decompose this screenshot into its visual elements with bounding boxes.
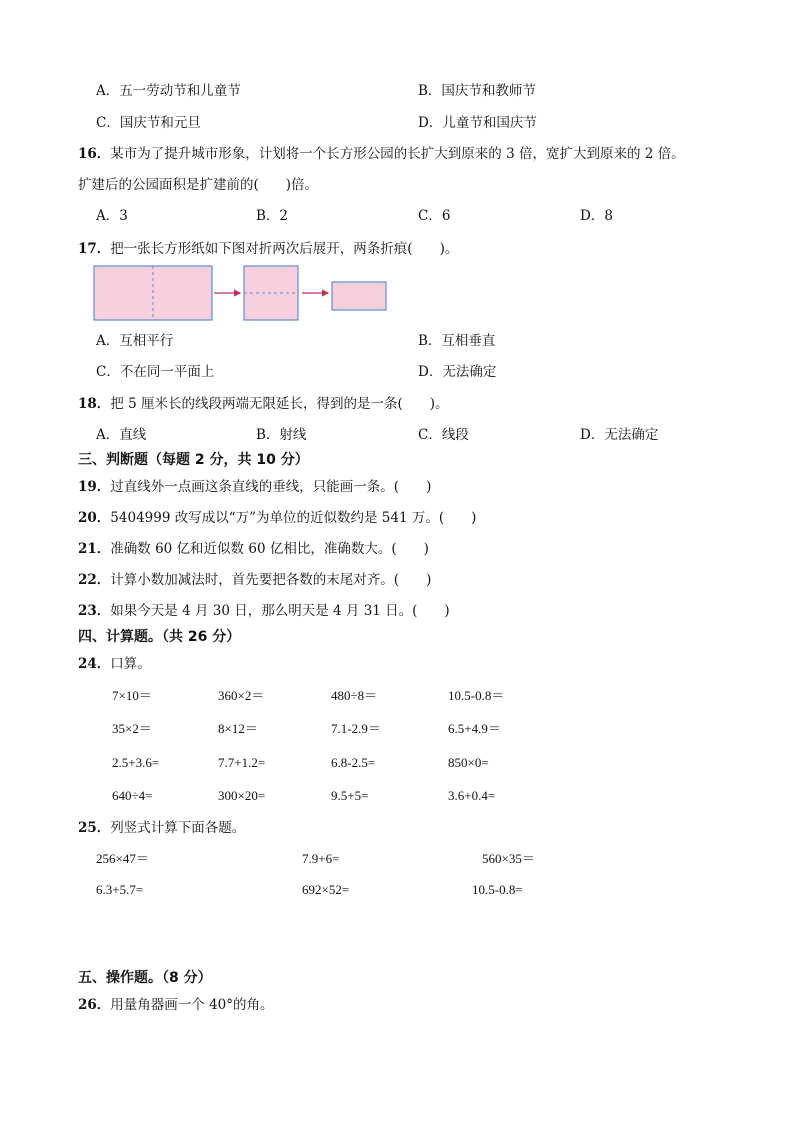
oral-item: 7.1-2.9＝ — [331, 721, 381, 736]
oral-item: 10.5-0.8＝ — [448, 688, 505, 703]
q18-stem — [78, 395, 449, 413]
section-5-heading: 五、操作题。（8 分） — [78, 970, 212, 986]
oral-item: 3.6+0.4= — [448, 788, 496, 803]
q16-stem — [78, 145, 685, 163]
vertical-calc-item: 7.9+6= — [302, 851, 340, 866]
q18-option-d: D．无法确定 — [580, 427, 659, 443]
judge-question-19 — [78, 478, 431, 496]
q16-text-line1: 某市为了提升城市形象，计划将一个长方形公园的长扩大到原来的 3 倍，宽扩大到原来的 2 倍。 — [110, 146, 685, 162]
q26-stem — [78, 996, 274, 1014]
q19-number: 19． — [78, 479, 111, 495]
oral-item: 2.5+3.6= — [112, 755, 160, 770]
q18-option-a: A．直线 — [96, 427, 147, 443]
q18-text: 把 5 厘米长的线段两端无限延长，得到的是一条( )。 — [110, 396, 449, 412]
oral-item: 300×20= — [218, 788, 266, 803]
q21-text: 准确数 60 亿和近似数 60 亿相比，准确数大。( ) — [110, 541, 429, 557]
q17-option-a: A．互相平行 — [96, 333, 174, 349]
q21-number: 21． — [78, 541, 111, 557]
judge-question-23 — [78, 602, 450, 620]
oral-item: 8×12＝ — [218, 721, 258, 736]
q23-number: 23． — [78, 603, 111, 619]
q25-number: 25． — [78, 820, 111, 836]
q22-number: 22． — [78, 572, 111, 588]
q25-text: 列竖式计算下面各题。 — [110, 820, 246, 836]
q24-number: 24． — [78, 656, 111, 672]
q26-text: 用量角器画一个 40°的角。 — [110, 997, 274, 1013]
oral-item: 480÷8＝ — [331, 688, 378, 703]
q24-stem — [78, 655, 151, 673]
vertical-calc-item: 6.3+5.7= — [96, 882, 144, 897]
oral-item: 6.5+4.9＝ — [448, 721, 501, 736]
q17-option-c: C．不在同一平面上 — [96, 364, 215, 380]
q18-number: 18． — [78, 396, 111, 412]
vertical-calc-item: 560×35＝ — [482, 851, 535, 866]
oral-item: 7.7+1.2= — [218, 755, 266, 770]
q17-number: 17． — [78, 241, 111, 257]
q18-option-c: C．线段 — [418, 427, 469, 443]
q24-text: 口算。 — [110, 656, 151, 672]
q17-option-b: B．互相垂直 — [418, 333, 496, 349]
q16-option-d: D．8 — [580, 208, 613, 224]
q25-stem — [78, 819, 245, 837]
oral-item: 35×2＝ — [112, 721, 152, 736]
q15-option-c: C．国庆节和元旦 — [96, 115, 201, 131]
folded-twice-rect — [332, 282, 386, 310]
oral-item: 6.8-2.5= — [331, 755, 376, 770]
q18-option-b: B．射线 — [256, 427, 307, 443]
q17-stem — [78, 240, 458, 258]
q20-text: 5404999 改写成以“万”为单位的近似数约是 541 万。( ) — [110, 510, 477, 526]
oral-item: 7×10＝ — [112, 688, 152, 703]
oral-item: 850×0= — [448, 755, 489, 770]
q16-option-b: B．2 — [256, 208, 289, 224]
q17-text: 把一张长方形纸如下图对折两次后展开，两条折痕( )。 — [110, 241, 459, 257]
judge-question-22 — [78, 571, 431, 589]
q23-text: 如果今天是 4 月 30 日，那么明天是 4 月 31 日。( ) — [110, 603, 450, 619]
section-4-heading: 四、计算题。（共 26 分） — [78, 629, 241, 645]
vertical-calc-item: 10.5-0.8= — [472, 882, 523, 897]
q19-text: 过直线外一点画这条直线的垂线，只能画一条。( ) — [110, 479, 432, 495]
section-3-heading: 三、判断题（每题 2 分，共 10 分） — [78, 452, 309, 468]
q16-option-c: C．6 — [418, 208, 451, 224]
q15-option-d: D．儿童节和国庆节 — [418, 115, 537, 131]
q15-option-a: A．五一劳动节和儿童节 — [96, 83, 241, 99]
q15-option-b: B．国庆节和教师节 — [418, 83, 536, 99]
q20-number: 20． — [78, 510, 111, 526]
q16-option-a: A．3 — [96, 208, 128, 224]
q16-text-line2: 扩建后的公园面积是扩建前的( )倍。 — [78, 177, 319, 193]
oral-item: 640÷4= — [112, 788, 153, 803]
q17-option-d: D．无法确定 — [418, 364, 497, 380]
vertical-calc-item: 692×52= — [302, 882, 350, 897]
oral-item: 9.5+5= — [331, 788, 369, 803]
judge-question-20 — [78, 509, 476, 527]
q26-number: 26． — [78, 997, 111, 1013]
q16-number: 16． — [78, 146, 111, 162]
q22-text: 计算小数加减法时，首先要把各数的末尾对齐。( ) — [110, 572, 432, 588]
vertical-calc-item: 256×47＝ — [96, 851, 149, 866]
judge-question-21 — [78, 540, 429, 558]
paper-folding-figure — [90, 262, 400, 324]
oral-item: 360×2＝ — [218, 688, 265, 703]
